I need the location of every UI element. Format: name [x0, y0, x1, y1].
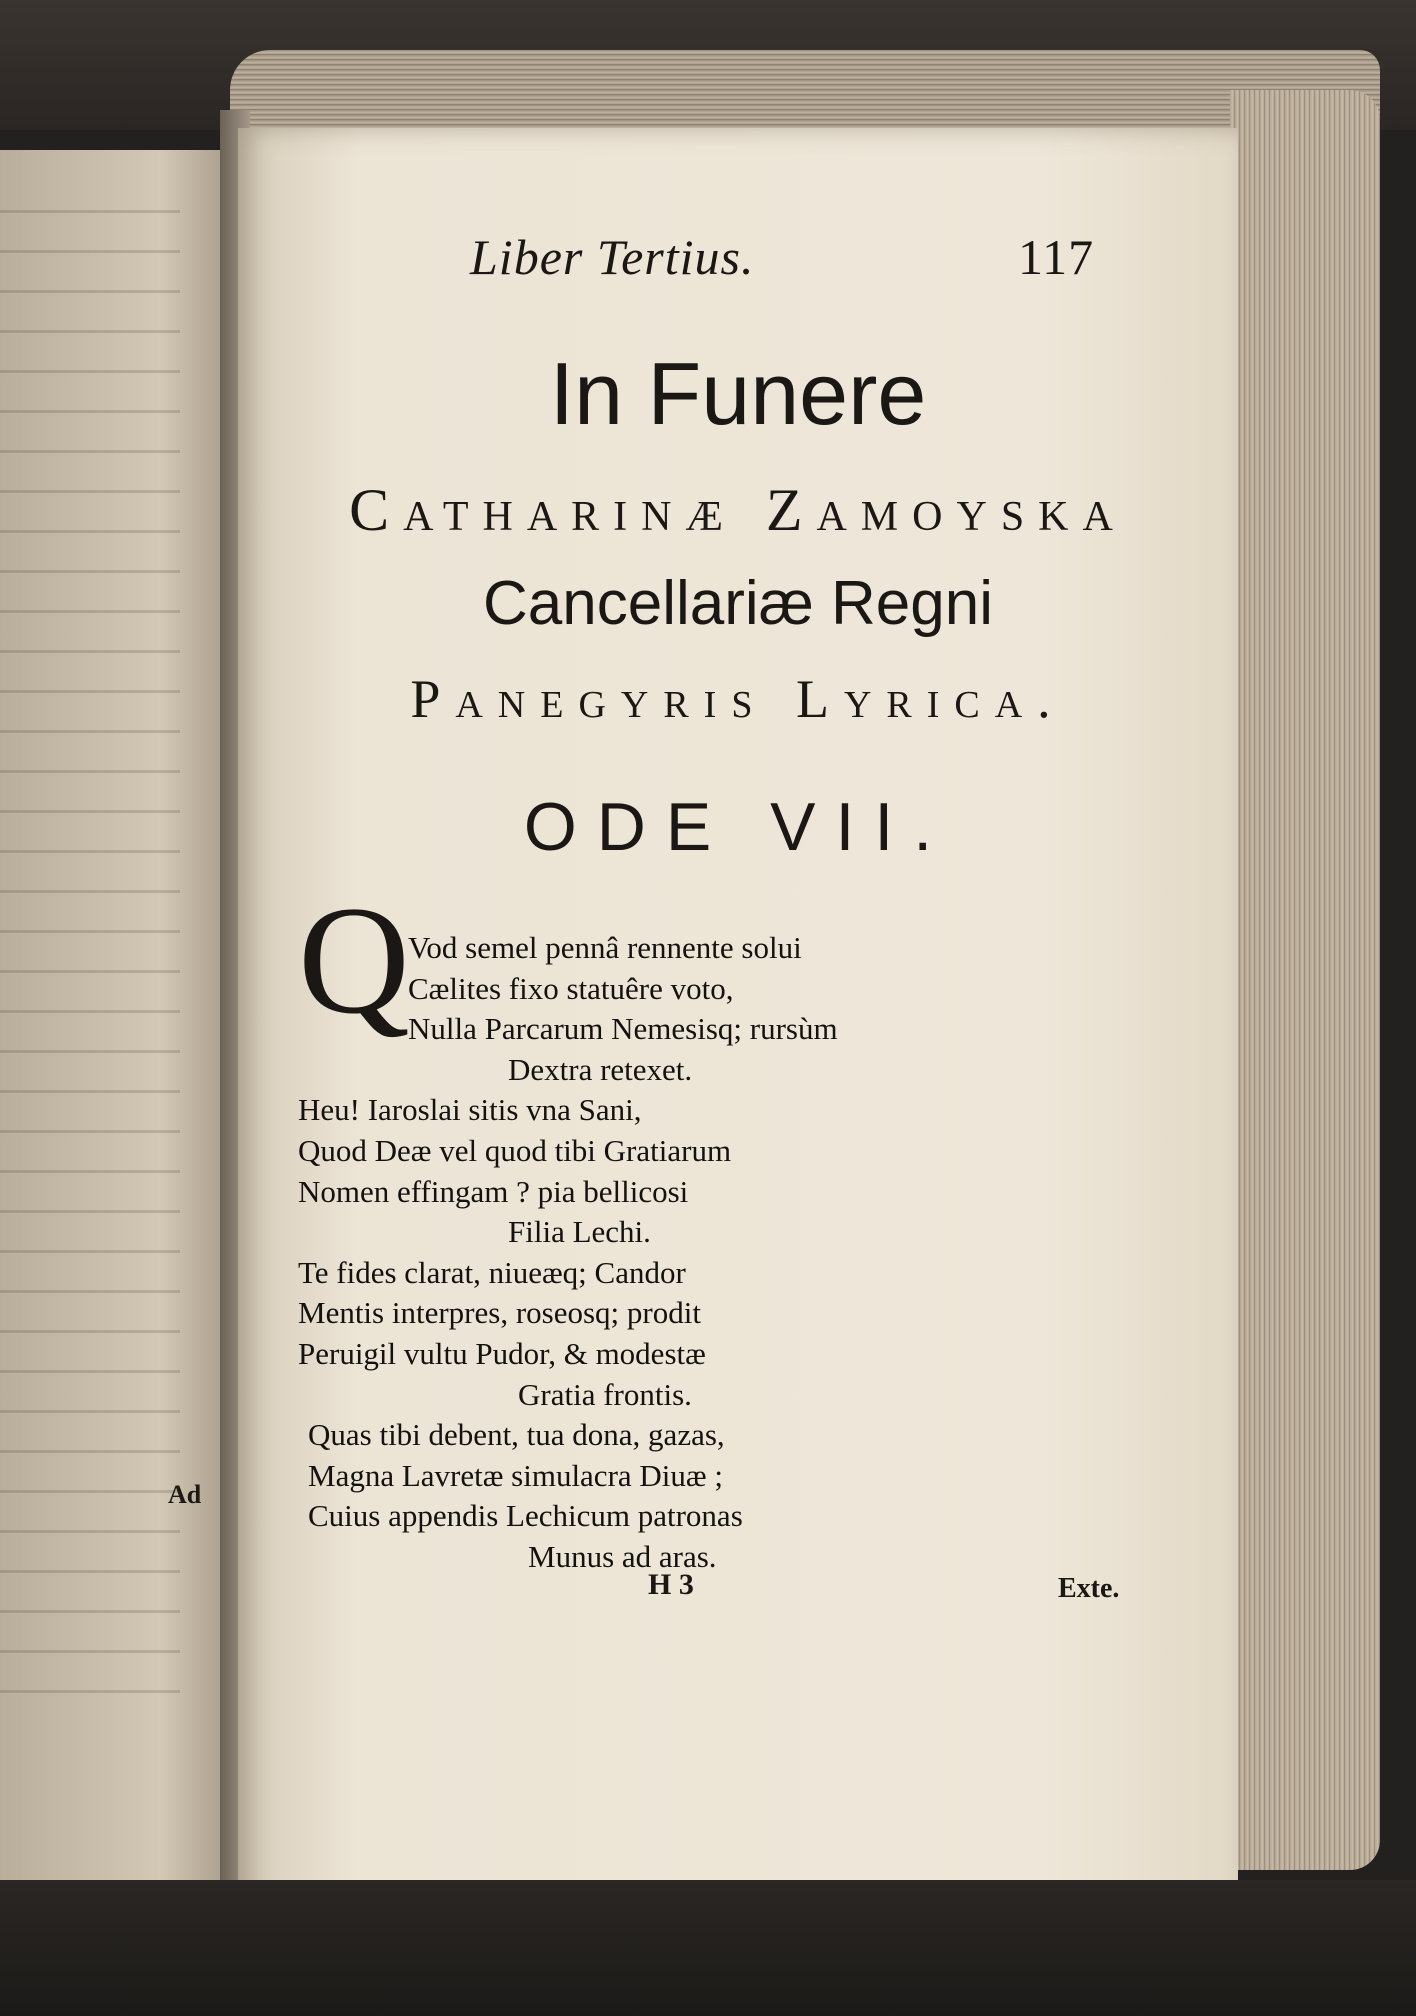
- poem: [298, 928, 1198, 1578]
- poem-line: Vod semel pennâ rennente solui: [408, 930, 802, 965]
- poem-line: Cuius appendis Lechicum patronas: [308, 1498, 743, 1534]
- poem-line: Peruigil vultu Pudor, & modestæ: [298, 1335, 706, 1371]
- title-line-3: Cancellariæ Regni: [482, 569, 994, 638]
- left-page: [0, 150, 230, 1890]
- catchword: Exte.: [1058, 1573, 1120, 1604]
- drop-cap: Q: [298, 874, 410, 1046]
- poem-line: Nomen effingam ? pia bellicosi: [298, 1173, 689, 1209]
- background-bottom: [0, 1880, 1416, 2016]
- poem-line: Filia Lechi.: [508, 1214, 651, 1250]
- signature-mark: H 3: [648, 1568, 694, 1601]
- poem-line: Te fides clarat, niueæq; Candor: [298, 1254, 686, 1290]
- title-line-2: Catharinæ Zamoyska: [349, 477, 1127, 543]
- poem-line: Mentis interpres, roseosq; prodit: [298, 1295, 701, 1331]
- running-head: [238, 228, 1238, 288]
- title-line-1: In Funere: [549, 344, 927, 443]
- left-page-catchword: Ad: [168, 1480, 202, 1509]
- right-page: [238, 128, 1238, 1948]
- poem-line: Quod Deæ vel quod tibi Gratiarum: [298, 1132, 732, 1168]
- poem-line: Dextra retexet.: [508, 1051, 693, 1087]
- poem-line: Magna Lavretæ simulacra Diuæ ;: [308, 1457, 723, 1493]
- poem-line: Quas tibi debent, tua dona, gazas,: [308, 1417, 725, 1453]
- poem-line: Cælites fixo statuêre voto,: [408, 970, 734, 1006]
- title-line-4: Panegyris Lyrica.: [410, 669, 1066, 729]
- running-title: Liber Tertius.: [470, 229, 755, 285]
- ode-heading: ODE VII.: [523, 789, 953, 865]
- poem-line: Nulla Parcarum Nemesisq; rursùm: [408, 1011, 838, 1047]
- poem-line: Munus ad aras.: [528, 1538, 717, 1574]
- poem-line: Gratia frontis.: [518, 1376, 692, 1412]
- poem-line: Heu! Iaroslai sitis vna Sani,: [298, 1092, 642, 1128]
- page-number: 117: [1018, 229, 1095, 285]
